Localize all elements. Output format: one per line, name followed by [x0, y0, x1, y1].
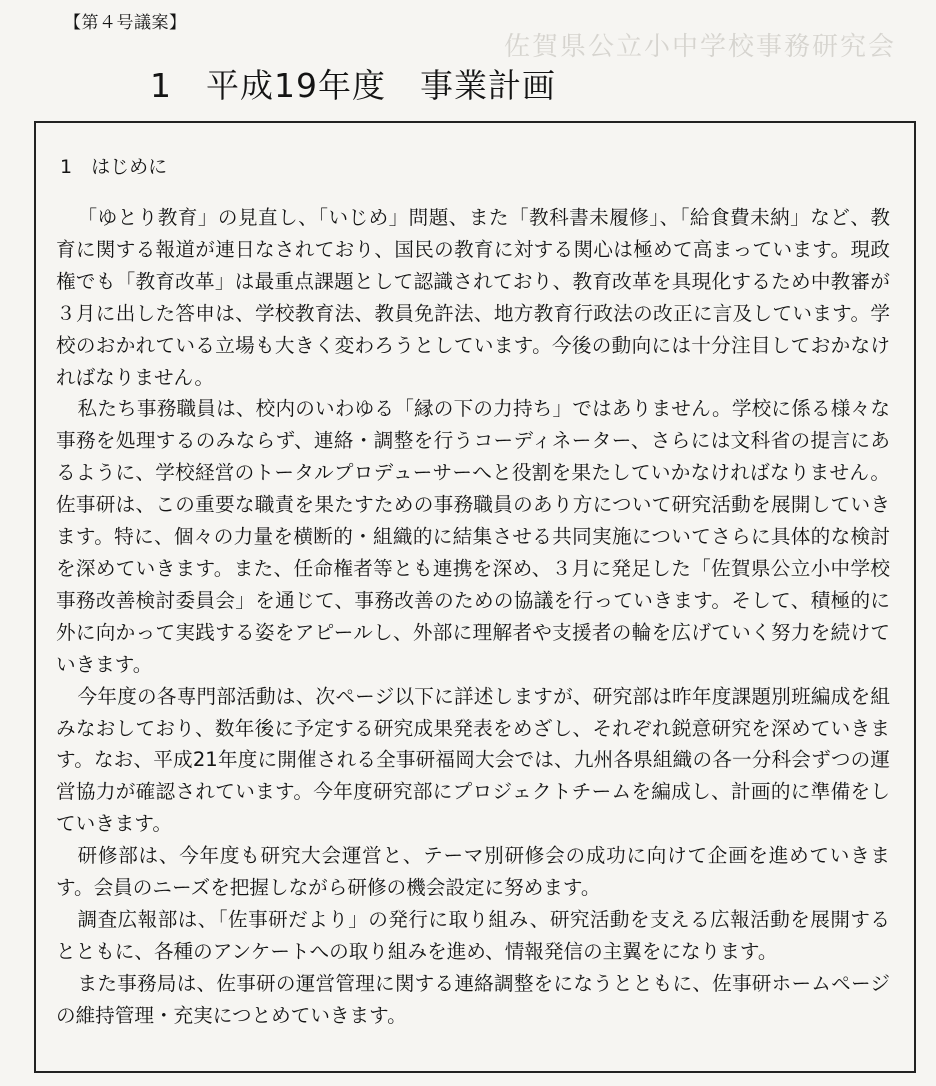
agenda-tag: 【第４号議案】 [64, 13, 187, 33]
page-title: 1 平成19年度 事業計画 [150, 66, 556, 105]
paragraph-2: 私たち事務職員は、校内のいわゆる「縁の下の力持ち」ではありません。学校に係る様々な事務を処理するのみならず、連絡・調整を行うコーディネーター、さらには文科省の提言にあるように、学校経営のトータルプロデューサーへと役割を果たしていかなければなりません。佐事研は、この重要な職責を果たすための事務職員のあり方について研究活動を展開していきます。特に、個々の力量を横断的・組織的に結集させる共同実施についてさらに具体的な検討を深めていきます。また、任命権者等とも連携を深め、３月に発足した「佐賀県公立小中学校事務改善検討委員会」を通じて、事務改善のための協議を行っていきます。そして、積極的に外に向かって実践する姿をアピールし、外部に理解者や支援者の輪を広げていく努力を続けていきます。 [56, 397, 890, 676]
bleed-through-text: 佐賀県公立小中学校事務研究会 [503, 32, 896, 62]
body-text [56, 202, 890, 1032]
paragraph-6: また事務局は、佐事研の運営管理に関する連絡調整をになうとともに、佐事研ホームページの維持管理・充実につとめていきます。 [56, 971, 890, 1027]
section-heading: 1 はじめに [60, 156, 168, 178]
paragraph-1: 「ゆとり教育」の見直し、「いじめ」問題、また「教科書未履修」、「給食費未納」など、教育に関する報道が連日なされており、国民の教育に対する関心は極めて高まっています。現政権でも「教育改革」は最重点課題として認識されており、教育改革を具現化するため中教審が３月に出した答申は、学校教育法、教員免許法、地方教育行政法の改正に言及しています。学校のおかれている立場も大きく変わろうとしています。今後の動向には十分注目しておかなければなりません。 [56, 206, 890, 389]
paragraph-4: 研修部は、今年度も研究大会運営と、テーマ別研修会の成功に向けて企画を進めていきます。会員のニーズを把握しながら研修の機会設定に努めます。 [56, 844, 890, 900]
paragraph-3: 今年度の各専門部活動は、次ページ以下に詳述しますが、研究部は昨年度課題別班編成を組みなおしており、数年後に予定する研究成果発表をめざし、それぞれ鋭意研究を深めていきます。なお、平成21年度に開催される全事研福岡大会では、九州各県組織の各一分科会ずつの運営協力が確認されています。今年度研究部にプロジェクトチームを編成し、計画的に準備をしていきます。 [56, 684, 890, 836]
paragraph-5: 調査広報部は、「佐事研だより」の発行に取り組み、研究活動を支える広報活動を展開するとともに、各種のアンケートへの取り組みを進め、情報発信の主翼をになります。 [56, 907, 890, 963]
